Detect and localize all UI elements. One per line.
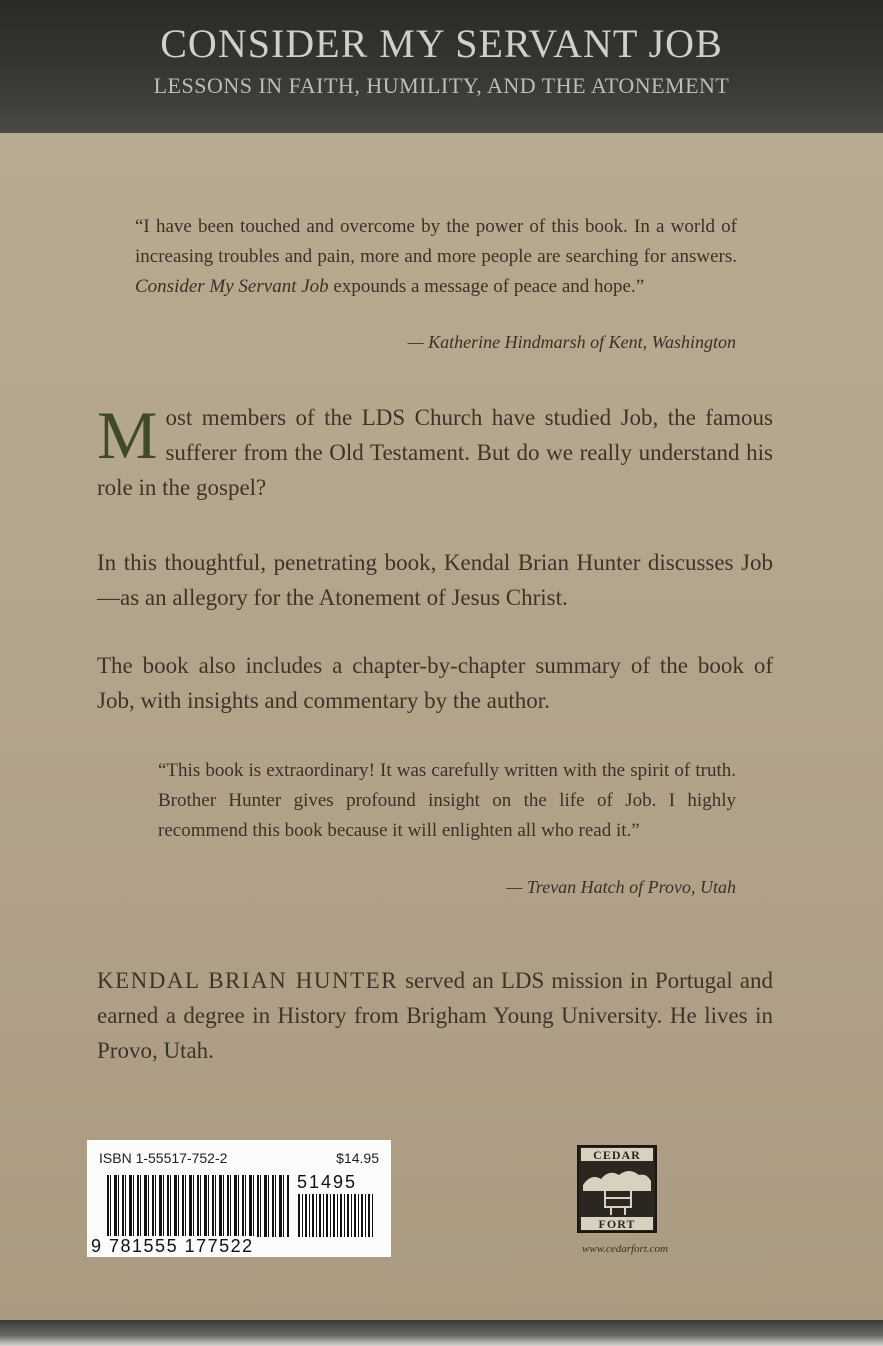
review-quote-2: “This book is extraordinary! It was carefully written with the spirit of truth. Brother Hunter gives profound insight on the life of Job. I highly recommend this book because it will enlighten all who read it.” (158, 760, 736, 841)
review-quote-1 (135, 212, 737, 302)
quote-2-attribution: — Trevan Hatch of Provo, Utah (506, 877, 736, 897)
book-title: CONSIDER MY SERVANT JOB (160, 21, 723, 66)
description-paragraph-1 (97, 397, 773, 505)
author-bio (97, 963, 773, 1068)
description-paragraph-3: The book also includes a chapter-by-chapter summary of the book of Job, with insights and commentary by the author. (97, 653, 773, 713)
price-text: $14.95 (336, 1150, 379, 1166)
author-name: KENDAL BRIAN HUNTER (97, 968, 399, 993)
author-bio-text: served an LDS mission in Portugal and earned a degree in History from Brigham Young University. He lives in Provo, Utah. (97, 968, 774, 1063)
drop-cap: M (97, 397, 158, 473)
description-paragraph-2: In this thoughtful, penetrating book, Kendal Brian Hunter discusses Job—as an allegory for the Atonement of Jesus Christ. (97, 550, 773, 610)
isbn-text: ISBN 1-55517-752-2 (99, 1150, 228, 1166)
quote-1-text-end: expounds a message of peace and hope.” (328, 276, 645, 297)
price-addon-digits: 51495 (297, 1172, 358, 1192)
barcode-label (87, 1140, 391, 1257)
quote-1-book-title: Consider My Servant Job (135, 276, 329, 297)
quote-1-text-start: “I have been touched and overcome by the power of this book. In a world of increasing troubles and pain, more and more people are searching for answers. (135, 216, 737, 267)
cedar-fort-logo-icon (577, 1145, 657, 1233)
price-addon-bars (298, 1194, 374, 1237)
ean-barcode-bars (107, 1175, 289, 1237)
logo-text-fort: FORT (598, 1217, 636, 1231)
ean-digits: 9 781555 177522 (91, 1236, 254, 1256)
paragraph-1-text: ost members of the LDS Church have studied Job, the famous sufferer from the Old Testament. But do we really understand his role in the gospel? (97, 405, 773, 500)
quote-1-attribution: — Katherine Hindmarsh of Kent, Washington (407, 332, 736, 352)
book-subtitle: LESSONS IN FAITH, HUMILITY, AND THE ATONEMENT (153, 73, 730, 98)
publisher-url: www.cedarfort.com (582, 1243, 668, 1255)
header-band (0, 0, 883, 133)
bottom-edge-shadow (0, 1320, 883, 1346)
logo-text-cedar: CEDAR (593, 1148, 641, 1162)
